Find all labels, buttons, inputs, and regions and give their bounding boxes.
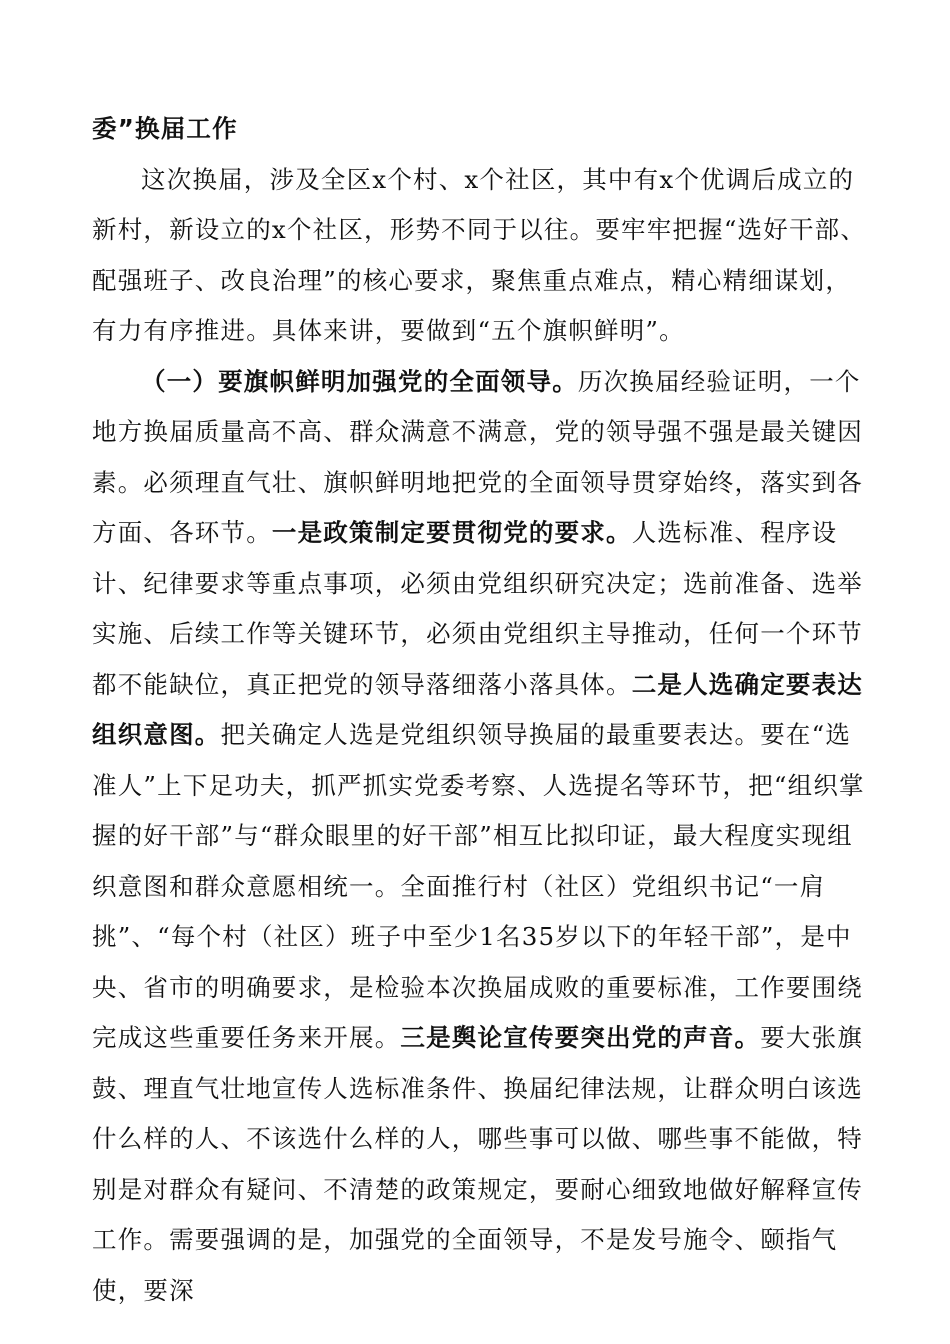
point-one-text: 人选标准、程序设计、纪律要求等重点事项，必须由党组织研究决定；选前准备、选举实施、后续工作等关键环节，必须由党组织主导推动，任何一个环节都不能缺位，真正把党的领导落细落小落具体。 [92, 518, 863, 699]
document-body [92, 104, 872, 1316]
section-one-paragraph [92, 357, 872, 1317]
point-three-title: 三是舆论宣传要突出党的声音。 [400, 1023, 761, 1052]
section-heading-tail: 委”换届工作 [92, 114, 238, 143]
point-two-text: 把关确定人选是党组织领导换届的最重要表达。要在“选准人”上下足功夫，抓严抓实党委考察、人选提名等环节，把“组织掌握的好干部”与“群众眼里的好干部”相互比拟印证，最大程度实现组织意图和群众意愿相统一。全面推行村（社区）党组织书记“一肩挑”、“每个村（社区）班子中至少1名35岁以下的年轻干部”，是中央、省市的明确要求，是检验本次换届成败的重要标准，工作要围绕完成这些重要任务来开展。 [92, 720, 865, 1052]
section-one-title: （一）要旗帜鲜明加强党的全面领导。 [141, 366, 578, 396]
intro-paragraph: 这次换届，涉及全区x个村、x个社区，其中有x个优调后成立的新村，新设立的x个社区，形势不同于以往。要牢牢把握“选好干部、配强班子、改良治理”的核心要求，聚焦重点难点，精心精细谋划，有力有序推进。具体来讲，要做到“五个旗帜鲜明”。 [92, 164, 867, 345]
point-two-title: 二是人选确定要表达组织意图。 [92, 669, 864, 749]
point-three-text: 要大张旗鼓、理直气壮地宣传人选标准条件、换届纪律法规，让群众明白该选什么样的人、不该选什么样的人，哪些事可以做、哪些事不能做，特别是对群众有疑问、不清楚的政策规定，要耐心细致地做好解释宣传工作。需要强调的是，加强党的全面领导，不是发号施令、颐指气使，要深 [92, 1023, 864, 1305]
point-one-title: 一是政策制定要贯彻党的要求。 [271, 518, 632, 547]
section-one-intro: 历次换届经验证明，一个地方换届质量高不高、群众满意不满意，党的领导强不强是最关键因素。必须理直气壮、旗帜鲜明地把党的全面领导贯穿始终，落实到各方面、各环节。 [92, 366, 863, 547]
